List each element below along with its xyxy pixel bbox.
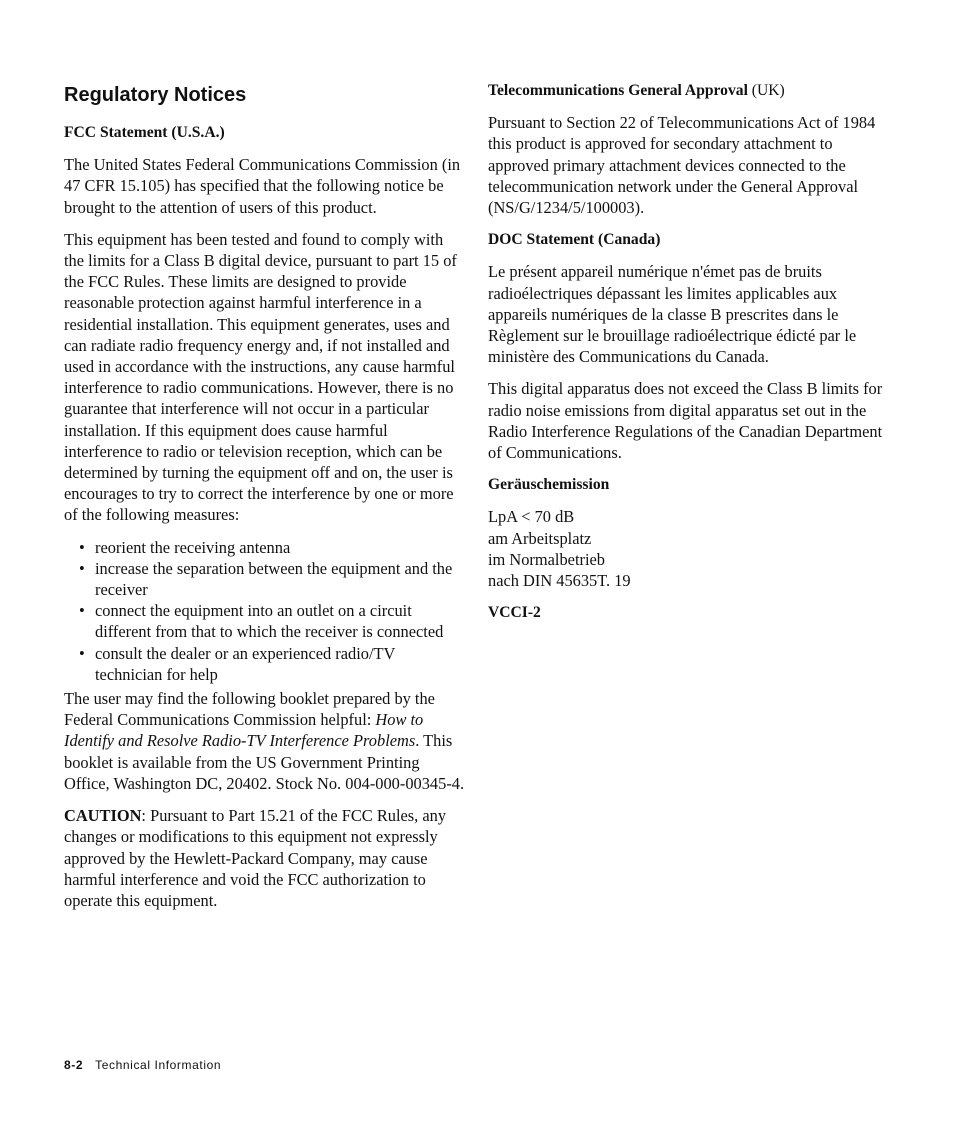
interference-measures-list [64, 537, 466, 685]
uk-approval-paragraph: Pursuant to Section 22 of Telecommunications Act of 1984 this product is approved for secondary attachment to approved primary attachment devices connected to the telecommunication network under the General Approval (NS/G/1234/5/100003). [488, 113, 876, 218]
page-footer [64, 1058, 221, 1072]
booklet-availability: . This booklet is available from the US Government Printing Office, Washington DC, 20402. Stock No. 004-000-00345-4. [64, 731, 465, 793]
booklet-intro: The user may find the following booklet prepared by the Federal Communications Commission helpful: [64, 689, 435, 730]
page-number: 8-2 [64, 1058, 84, 1072]
noise-line: LpA < 70 dB [488, 507, 575, 527]
fcc-paragraph-2: This equipment has been tested and found to comply with the limits for a Class B digital device, pursuant to part 15 of the FCC Rules. These limits are designed to provide reasonable protection against harmful interference in a residential installation. This equipment generates, uses and can radiate radio frequency energy and, if not installed and used in accordance with the instructions, any cause harmful interference to radio communications. However, there is no guarantee that interference will not occur in a particular installation. If this equipment does cause harmful interference to radio or television reception, which can be determined by turning the equipment off and on, the user is encourages to try to correct the interference by one or more of the following measures: [64, 229, 457, 525]
footer-section-title: Technical Information [95, 1058, 222, 1072]
noise-emission-heading: Geräuschemission [488, 476, 610, 494]
noise-emission-values [488, 506, 888, 591]
caution-text: : Pursuant to Part 15.21 of the FCC Rules, any changes or modifications to this equipment not expressly approved by the Hewlett-Packard Company, may cause harmful interference and void the FCC authorization to operate this equipment. [64, 806, 447, 910]
caution-paragraph [64, 805, 466, 911]
list-item: • increase the separation between the equipment and the receiver [95, 558, 466, 600]
booklet-title: How to Identify and Resolve Radio-TV Interference Problems [64, 710, 424, 751]
uk-approval-heading [488, 80, 888, 101]
list-item: • consult the dealer or an experienced radio/TV technician for help [95, 643, 466, 685]
list-item: • connect the equipment into an outlet on a circuit different from that to which the receiver is connected [95, 600, 466, 642]
vcci-heading: VCCI-2 [488, 604, 541, 622]
doc-statement-heading: DOC Statement (Canada) [488, 231, 661, 249]
section-title: Regulatory Notices [64, 84, 247, 106]
doc-english-paragraph: This digital apparatus does not exceed the Class B limits for radio noise emissions from digital apparatus set out in the Radio Interference Regulations of the Canadian Department of Communications. [488, 379, 883, 463]
uk-approval-heading-suffix: (UK) [747, 82, 785, 99]
booklet-paragraph [64, 688, 466, 794]
left-column [64, 80, 466, 922]
fcc-paragraph-1: The United States Federal Communications Commission (in 47 CFR 15.105) has specified that the following notice be brought to the attention of users of this product. [64, 155, 461, 217]
uk-approval-heading-main: Telecommunications General Approval [488, 82, 748, 99]
noise-line: am Arbeitsplatz [488, 528, 592, 548]
noise-line: im Normalbetrieb [488, 549, 605, 569]
noise-line: nach DIN 45635T. 19 [488, 571, 631, 591]
doc-french-paragraph: Le présent appareil numérique n'émet pas de bruits radioélectriques dépassant les limites applicables aux appareils numériques de la classe B prescrites dans le Règlement sur le brouillage radioélectrique édicté par le ministère des Communications du Canada. [488, 262, 857, 367]
right-column [488, 80, 888, 634]
fcc-statement-heading: FCC Statement (U.S.A.) [64, 124, 225, 141]
caution-label: CAUTION [64, 806, 142, 826]
list-item: • reorient the receiving antenna [95, 537, 466, 558]
